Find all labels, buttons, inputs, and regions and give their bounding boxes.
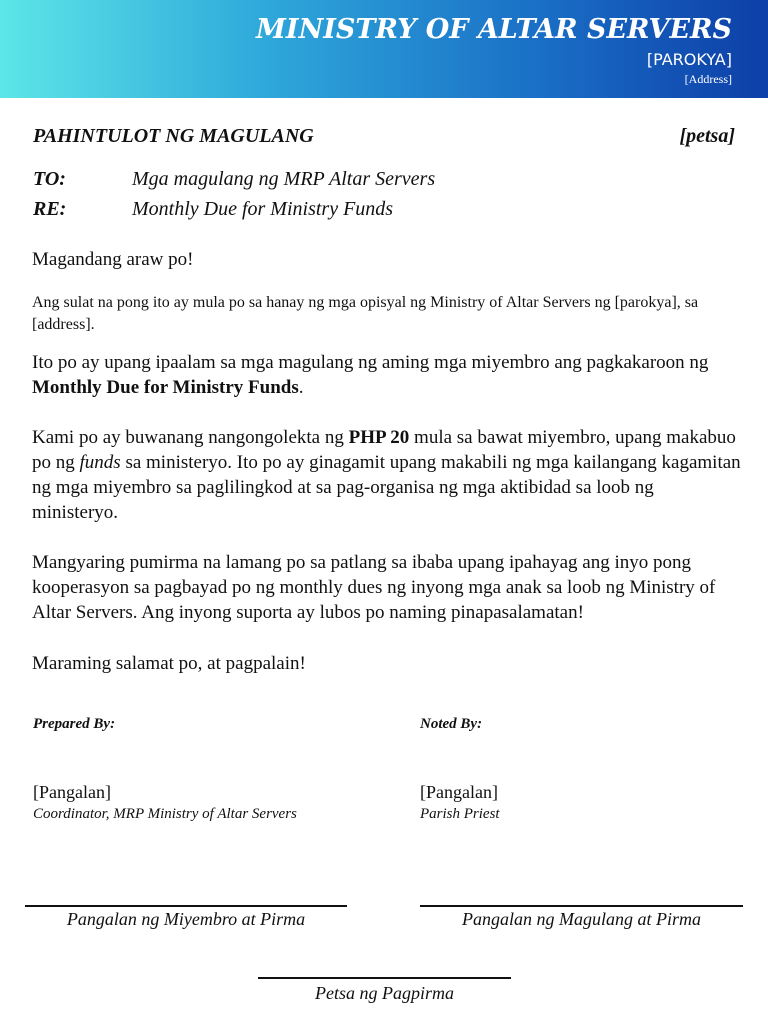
prepared-by-role: Coordinator, MRP Ministry of Altar Servers (33, 806, 297, 822)
to-label: TO: (33, 168, 66, 190)
letter-title: PAHINTULOT NG MAGULANG (33, 125, 314, 147)
parish-placeholder: [PAROKYA] (646, 50, 732, 69)
amount-emphasis: PHP 20 (348, 427, 410, 448)
member-signature-caption: Pangalan ng Miyembro at Pirma (66, 909, 306, 929)
intro-paragraph: Ang sulat na pong ito ay mula po sa hanay ng mga opisyal ng Ministry of Altar Servers ng [parokya], sa [address]. (32, 294, 699, 333)
parent-signature-line[interactable] (420, 905, 743, 907)
prepared-by-name: [Pangalan] (33, 782, 111, 802)
greeting: Magandang araw po! (32, 249, 194, 270)
address-placeholder: [Address] (684, 72, 732, 86)
parent-signature-caption: Pangalan ng Magulang at Pirma (462, 909, 701, 929)
letterhead-banner (0, 0, 768, 98)
noted-by-label: Noted By: (420, 716, 483, 732)
paragraph-monthly-due: Ito po ay upang ipaalam sa mga magulang ng aming mga miyembro ang pagkakaroon ng Monthly Due for Ministry Funds. (32, 352, 709, 398)
to-value: Mga magulang ng MRP Altar Servers (132, 168, 436, 190)
member-signature-line[interactable] (25, 905, 347, 907)
noted-by-name: [Pangalan] (420, 782, 498, 802)
prepared-by-label: Prepared By: (33, 716, 116, 732)
re-label: RE: (33, 198, 67, 220)
closing-line: Maraming salamat po, at pagpalain! (32, 653, 306, 674)
date-placeholder: [petsa] (679, 125, 735, 147)
organization-name: MINISTRY OF ALTAR SERVERS (256, 14, 732, 45)
monthly-due-emphasis: Monthly Due for Ministry Funds (32, 377, 299, 398)
funds-emphasis: funds (79, 452, 121, 473)
signing-date-caption: Petsa ng Pagpirma (315, 983, 454, 1003)
noted-by-role: Parish Priest (420, 806, 500, 822)
paragraph-collection: Kami po ay buwanang nangongolekta ng PHP 20 mula sa bawat miyembro, upang makabuo po ng funds sa ministeryo. Ito po ay ginagamit upang makabili ng mga kailangang kagamitan ng mga miyembro sa paglilingkod at sa pag-organisa ng mga aktibidad sa loob ng ministeryo. (32, 427, 741, 523)
re-value: Monthly Due for Ministry Funds (132, 198, 394, 220)
paragraph-request: Mangyaring pumirma na lamang po sa patlang sa ibaba upang ipahayag ang inyo pong kooperasyon sa pagbayad po ng monthly dues ng inyong mga anak sa loob ng Ministry of Altar Servers. Ang inyong suporta ay lubos po naming pinapasalamatan! (32, 552, 716, 623)
signing-date-line[interactable] (258, 977, 511, 979)
